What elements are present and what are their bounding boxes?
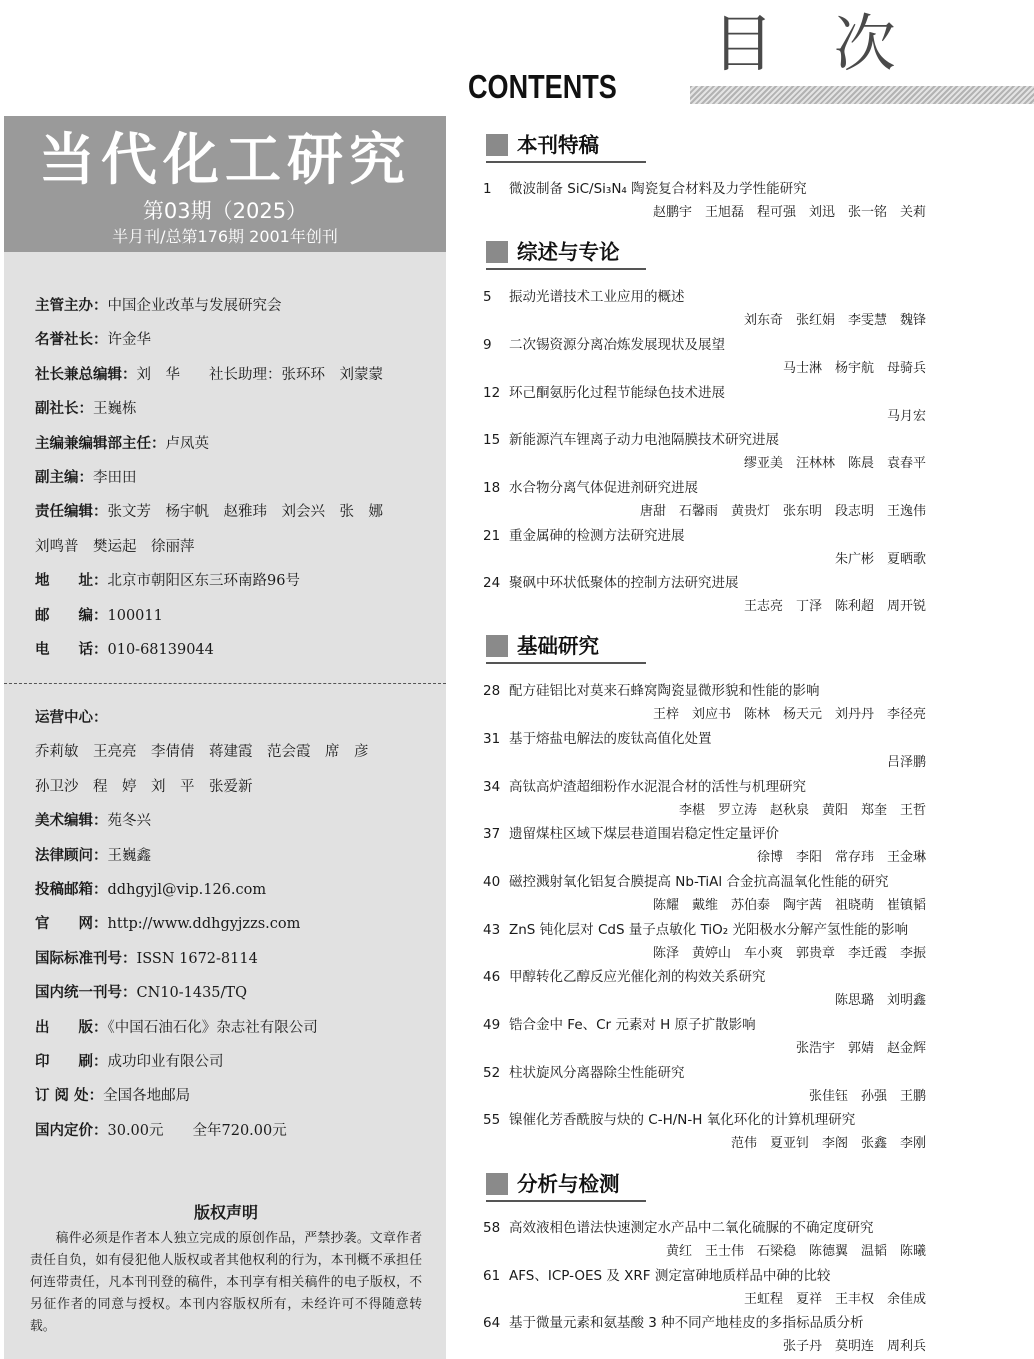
section-underline bbox=[486, 662, 646, 664]
article-title: 配方硅铝比对莫来石蜂窝陶瓷显微形貌和性能的影响 bbox=[509, 683, 820, 699]
article-authors: 唐甜 石馨雨 黄贵灯 张东明 段志明 王逸伟 bbox=[639, 504, 926, 519]
article-authors: 王虹程 夏祥 王丰权 余佳成 bbox=[743, 1292, 926, 1307]
toc-entry[interactable]: 18 水合物分离气体促进剂研究进展 唐甜 石馨雨 黄贵灯 张东明 段志明 王逸伟 bbox=[483, 476, 926, 524]
section-underline bbox=[486, 161, 646, 163]
toc-entry[interactable]: 24 聚砜中环状低聚体的控制方法研究进展 王志亮 丁泽 陈利超 周开锐 bbox=[483, 571, 926, 619]
ops-row: 美术编辑：苑冬兴 bbox=[35, 813, 151, 830]
toc-entry[interactable]: 52 柱状旋风分离器除尘性能研究 张佳钰 孙强 王鹏 bbox=[483, 1061, 926, 1109]
staff-row: 主管主办：中国企业改革与发展研究会 bbox=[35, 298, 282, 314]
article-title: ZnS 钝化层对 CdS 量子点敏化 TiO₂ 光阳极水分解产氢性能的影响 bbox=[509, 922, 909, 938]
dashed-divider bbox=[4, 683, 446, 684]
journal-brand bbox=[4, 116, 446, 252]
staff-row: 地 址：北京市朝阳区东三环南路96号 bbox=[35, 573, 300, 590]
staff-row: 名誉社长：许金华 bbox=[35, 332, 151, 349]
toc-entry[interactable]: 9 二次锡资源分离冶炼发展现状及展望 马士淋 杨宇航 母骑兵 bbox=[483, 333, 926, 381]
toc-entry[interactable]: 12 环己酮氨肟化过程节能绿色技术进展 马月宏 bbox=[483, 381, 926, 429]
article-title: 二次锡资源分离冶炼发展现状及展望 bbox=[509, 337, 725, 353]
article-authors: 吕泽鹏 bbox=[886, 755, 926, 770]
article-authors: 王梓 刘应书 陈林 杨天元 刘丹丹 李径亮 bbox=[652, 707, 926, 722]
copyright-text: 稿件必须是作者本人独立完成的原创作品，严禁抄袭。文章作者责任自负，如有侵犯他人版权或者其他权利的行为，本刊概不承担任何连带责任，凡本刊刊登的稿件，本刊享有相关稿件的电子版权，不另征作者的同意与授权。本刊内容版权所有，未经许可不得随意转载。 bbox=[30, 1231, 422, 1334]
article-authors: 范伟 夏亚钊 李阁 张鑫 李刚 bbox=[730, 1136, 926, 1151]
article-title: 微波制备 SiC/Si₃N₄ 陶瓷复合材料及力学性能研究 bbox=[509, 181, 807, 197]
ops-row: 孙卫沙 程 婷 刘 平 张爱新 bbox=[35, 778, 253, 795]
article-title: 基于微量元素和氨基酸 3 种不同产地桂皮的多指标品质分析 bbox=[509, 1315, 864, 1331]
staff-row: 副主编：李田田 bbox=[35, 469, 137, 486]
staff-row: 电 话：010-68139044 bbox=[35, 641, 214, 658]
ops-row: 法律顾问：王巍鑫 bbox=[35, 847, 151, 864]
toc-entry[interactable]: 21 重金属砷的检测方法研究进展 朱广彬 夏晒歌 bbox=[483, 524, 926, 572]
toc-entry[interactable]: 43 ZnS 钝化层对 CdS 量子点敏化 TiO₂ 光阳极水分解产氢性能的影响 陈泽 黄婷山 车小爽 郭贵章 李迁霞 李振 bbox=[483, 918, 926, 966]
article-title: 振动光谱技术工业应用的概述 bbox=[509, 289, 685, 305]
toc-entry[interactable]: 1 微波制备 SiC/Si₃N₄ 陶瓷复合材料及力学性能研究 赵鹏宇 王旭磊 程可强 刘迅 张一铭 关莉 bbox=[483, 177, 926, 225]
contents-heading: CONTENTS bbox=[468, 68, 617, 105]
article-authors: 王志亮 丁泽 陈利超 周开锐 bbox=[743, 599, 926, 614]
article-authors: 朱广彬 夏晒歌 bbox=[834, 552, 926, 567]
article-title: 锆合金中 Fe、Cr 元素对 H 原子扩散影响 bbox=[509, 1017, 756, 1033]
section-marker bbox=[486, 134, 508, 156]
section-marker bbox=[486, 635, 508, 657]
toc-entry[interactable]: 40 磁控溅射氧化铝复合膜提高 Nb-TiAl 合金抗高温氧化性能的研究 陈耀 戴维 苏伯泰 陶宇茜 祖晓萌 崔镇韬 bbox=[483, 870, 926, 918]
article-authors: 陈泽 黄婷山 车小爽 郭贵章 李迁霞 李振 bbox=[652, 946, 926, 961]
article-title: 甲醇转化乙醇反应光催化剂的构效关系研究 bbox=[509, 969, 766, 985]
issue-subtitle: 半月刊/总第176期 2001年创刊 bbox=[112, 227, 338, 246]
toc-entry[interactable]: 37 遗留煤柱区域下煤层巷道围岩稳定性定量评价 徐博 李阳 常存玮 王金琳 bbox=[483, 822, 926, 870]
article-authors: 陈思璐 刘明鑫 bbox=[834, 993, 926, 1008]
article-authors: 张佳钰 孙强 王鹏 bbox=[808, 1089, 926, 1104]
staff-row: 主编兼编辑部主任：卢凤英 bbox=[35, 435, 209, 452]
mulu-heading: 目 次 bbox=[712, 7, 916, 80]
section-underline bbox=[486, 1200, 646, 1202]
journal-title: 当代化工研究 bbox=[39, 127, 411, 193]
copyright-notice bbox=[30, 1200, 422, 1338]
ops-row: 官 网：http://www.ddhgyjzzs.com bbox=[35, 916, 301, 933]
toc-entry[interactable]: 5 振动光谱技术工业应用的概述 刘东奇 张红娟 李雯慧 魏锋 bbox=[483, 285, 926, 333]
toc-entry[interactable]: 34 高钛高炉渣超细粉作水泥混合材的活性与机理研究 李椹 罗立涛 赵秋泉 黄阳 郑奎 王哲 bbox=[483, 775, 926, 823]
section-marker bbox=[486, 1173, 508, 1195]
article-authors: 李椹 罗立涛 赵秋泉 黄阳 郑奎 王哲 bbox=[678, 803, 926, 818]
toc-entry[interactable]: 15 新能源汽车锂离子动力电池隔膜技术研究进展 缪亚美 汪林林 陈晨 袁春平 bbox=[483, 428, 926, 476]
article-title: AFS、ICP-OES 及 XRF 测定富砷地质样品中砷的比较 bbox=[509, 1268, 831, 1284]
article-authors: 赵鹏宇 王旭磊 程可强 刘迅 张一铭 关莉 bbox=[652, 205, 926, 220]
ops-row: 运营中心： bbox=[35, 710, 108, 726]
toc-entry[interactable]: 55 镍催化芳香酰胺与炔的 C-H/N-H 氧化环化的计算机理研究 范伟 夏亚钊 李阁 张鑫 李刚 bbox=[483, 1108, 926, 1156]
article-title: 遗留煤柱区域下煤层巷道围岩稳定性定量评价 bbox=[509, 826, 779, 842]
issue-number: 第03期（2025） bbox=[142, 199, 308, 223]
article-title: 重金属砷的检测方法研究进展 bbox=[509, 528, 685, 544]
article-title: 高效液相色谱法快速测定水产品中二氧化硫脲的不确定度研究 bbox=[509, 1220, 874, 1236]
operations-list bbox=[35, 701, 435, 1148]
ops-row: 印 刷：成功印业有限公司 bbox=[35, 1053, 224, 1070]
staff-row: 副社长：王巍栋 bbox=[35, 401, 137, 418]
article-title: 基于熔盐电解法的废钛高值化处置 bbox=[509, 731, 712, 747]
staff-row: 邮 编：100011 bbox=[35, 607, 163, 624]
ops-row: 出 版：《中国石油石化》杂志社有限公司 bbox=[35, 1019, 318, 1036]
ops-row: 订 阅 处：全国各地邮局 bbox=[35, 1088, 191, 1105]
article-title: 柱状旋风分离器除尘性能研究 bbox=[509, 1065, 685, 1081]
toc-entry[interactable]: 28 配方硅铝比对莫来石蜂窝陶瓷显微形貌和性能的影响 王梓 刘应书 陈林 杨天元 刘丹丹 李径亮 bbox=[483, 679, 926, 727]
ops-row: 乔莉敏 王亮亮 李倩倩 蒋建霞 范会霞 席 彦 bbox=[35, 744, 369, 761]
article-title: 环己酮氨肟化过程节能绿色技术进展 bbox=[509, 385, 725, 401]
article-authors: 马士淋 杨宇航 母骑兵 bbox=[782, 361, 926, 376]
section-marker bbox=[486, 241, 508, 263]
article-title: 新能源汽车锂离子动力电池隔膜技术研究进展 bbox=[509, 432, 779, 448]
article-title: 水合物分离气体促进剂研究进展 bbox=[509, 480, 698, 496]
article-authors: 马月宏 bbox=[886, 409, 926, 424]
article-title: 聚砜中环状低聚体的控制方法研究进展 bbox=[509, 575, 739, 591]
ops-row: 国内定价：30.00元 全年720.00元 bbox=[35, 1122, 287, 1139]
toc-entry[interactable]: 49 锆合金中 Fe、Cr 元素对 H 原子扩散影响 张浩宇 郭婧 赵金辉 bbox=[483, 1013, 926, 1061]
toc-entry[interactable]: 58 高效液相色谱法快速测定水产品中二氧化硫脲的不确定度研究 黄红 王士伟 石梁稳 陈德翼 温韬 陈曦 bbox=[483, 1216, 926, 1264]
article-authors: 刘东奇 张红娟 李雯慧 魏锋 bbox=[743, 313, 926, 328]
toc-entry[interactable]: 61 AFS、ICP-OES 及 XRF 测定富砷地质样品中砷的比较 王虹程 夏祥 王丰权 余佳成 bbox=[483, 1264, 926, 1312]
staff-row: 社长兼总编辑：刘 华 社长助理：张环环 刘蒙蒙 bbox=[35, 366, 383, 383]
toc-entry[interactable]: 31 基于熔盐电解法的废钛高值化处置 吕泽鹏 bbox=[483, 727, 926, 775]
article-authors: 缪亚美 汪林林 陈晨 袁春平 bbox=[743, 456, 926, 471]
article-authors: 徐博 李阳 常存玮 王金琳 bbox=[756, 850, 926, 865]
toc-entry[interactable]: 64 基于微量元素和氨基酸 3 种不同产地桂皮的多指标品质分析 张子丹 莫明连 周利兵 bbox=[483, 1311, 926, 1359]
toc-entry[interactable]: 46 甲醇转化乙醇反应光催化剂的构效关系研究 陈思璐 刘明鑫 bbox=[483, 965, 926, 1013]
copyright-title: 版权声明 bbox=[193, 1203, 258, 1222]
ops-row: 国内统一刊号：CN10-1435/TQ bbox=[35, 985, 247, 1002]
article-title: 镍催化芳香酰胺与炔的 C-H/N-H 氧化环化的计算机理研究 bbox=[509, 1112, 856, 1128]
staff-list bbox=[35, 289, 435, 667]
staff-row: 责任编辑：张文芳 杨宇帆 赵雅玮 刘会兴 张 娜 bbox=[35, 504, 383, 521]
article-authors: 黄红 王士伟 石梁稳 陈德翼 温韬 陈曦 bbox=[665, 1244, 926, 1259]
article-authors: 陈耀 戴维 苏伯泰 陶宇茜 祖晓萌 崔镇韬 bbox=[652, 898, 926, 913]
staff-row: 刘鸣普 樊运起 徐丽萍 bbox=[35, 538, 195, 555]
ops-row: 投稿邮箱：ddhgyjl@vip.126.com bbox=[35, 881, 267, 898]
section-underline bbox=[486, 268, 646, 270]
article-title: 高钛高炉渣超细粉作水泥混合材的活性与机理研究 bbox=[509, 779, 806, 795]
article-title: 磁控溅射氧化铝复合膜提高 Nb-TiAl 合金抗高温氧化性能的研究 bbox=[509, 874, 889, 890]
article-authors: 张子丹 莫明连 周利兵 bbox=[782, 1339, 926, 1354]
article-authors: 张浩宇 郭婧 赵金辉 bbox=[795, 1041, 926, 1056]
ops-row: 国际标准刊号：ISSN 1672-8114 bbox=[35, 950, 258, 967]
header-stripe bbox=[690, 86, 1034, 104]
